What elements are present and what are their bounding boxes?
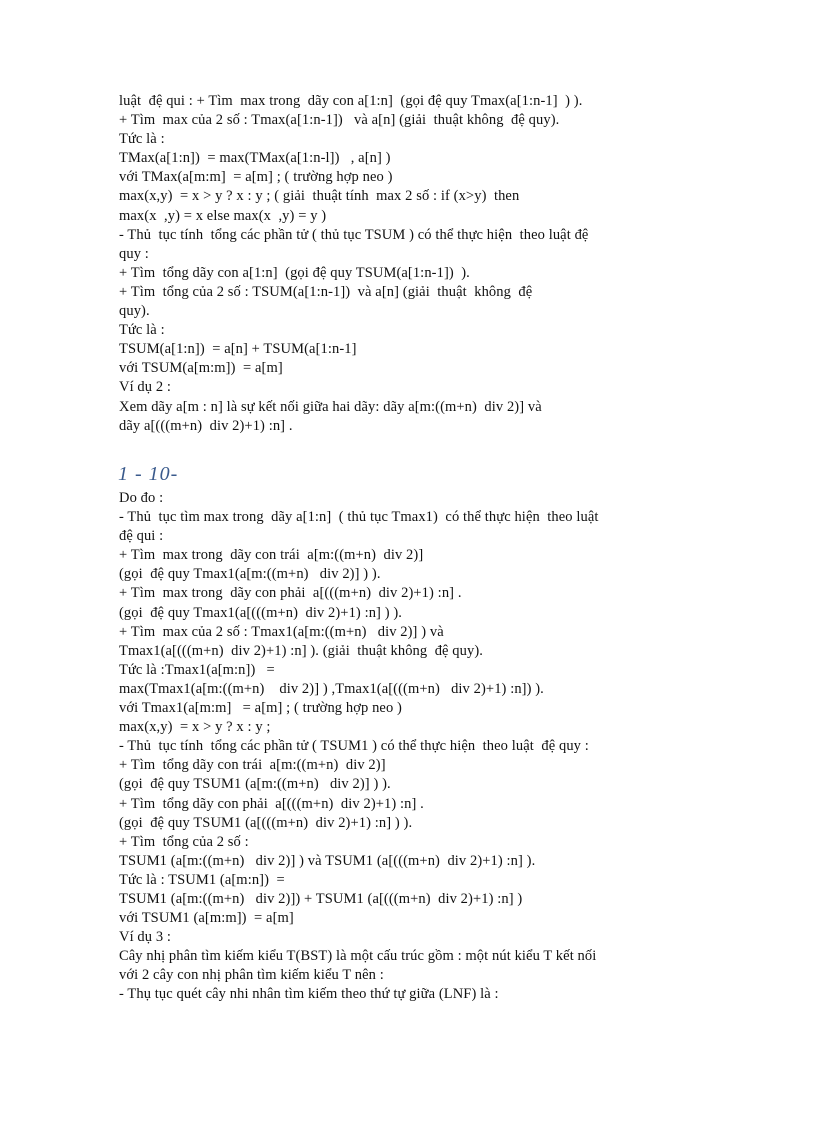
text-line: + Tìm max trong dãy con phải a[(((m+n) div 2)+1) :n] . bbox=[119, 585, 462, 602]
text-line: Xem dãy a[m : n] là sự kết nối giữa hai dãy: dãy a[m:((m+n) div 2)] và bbox=[119, 398, 542, 415]
text-line: Ví dụ 2 : bbox=[119, 379, 172, 396]
text-line: Do đo : bbox=[119, 490, 164, 506]
text-line: (gọi đệ quy Tmax1(a[(((m+n) div 2)+1) :n] ) ). bbox=[119, 604, 403, 621]
top-text-block bbox=[119, 92, 679, 436]
bottom-text-block bbox=[119, 489, 679, 1005]
text-line: + Tìm tổng của 2 số : TSUM(a[1:n-1]) và a[n] (giải thuật không đệ bbox=[119, 283, 533, 300]
text-line: dãy a[(((m+n) div 2)+1) :n] . bbox=[119, 417, 293, 434]
text-line: + Tìm tổng của 2 số : bbox=[119, 833, 249, 850]
text-line: max(Tmax1(a[m:((m+n) div 2)] ) ,Tmax1(a[(((m+n) div 2)+1) :n]) ). bbox=[119, 680, 544, 697]
text-line: Ví dụ 3 : bbox=[119, 929, 172, 946]
text-line: - Thủ tục tính tổng các phần tử ( thủ tục TSUM ) có thể thực hiện theo luật đệ bbox=[119, 226, 589, 243]
text-line: Tức là : TSUM1 (a[m:n]) = bbox=[119, 871, 285, 888]
text-line: quy : bbox=[119, 245, 149, 262]
text-line: luật đệ qui : + Tìm max trong dãy con a[1:n] (gọi đệ quy Tmax(a[1:n-1] ) ). bbox=[119, 93, 583, 109]
text-line: + Tìm tổng dãy con phải a[(((m+n) div 2)+1) :n] . bbox=[119, 795, 424, 812]
text-line: (gọi đệ quy TSUM1 (a[(((m+n) div 2)+1) :n] ) ). bbox=[119, 814, 413, 831]
text-line: TSUM(a[1:n]) = a[n] + TSUM(a[1:n-1] bbox=[119, 341, 357, 358]
page-number: 1 - 10- bbox=[118, 463, 179, 485]
text-line: - Thủ tục tính tổng các phần tử ( TSUM1 ) có thể thực hiện theo luật đệ quy : bbox=[119, 738, 589, 755]
text-line: + Tìm tổng dãy con trái a[m:((m+n) div 2)] bbox=[119, 757, 386, 774]
text-line: TSUM1 (a[m:((m+n) div 2)] ) và TSUM1 (a[(((m+n) div 2)+1) :n] ). bbox=[119, 852, 536, 869]
text-line: với 2 cây con nhị phân tìm kiếm kiểu T nên : bbox=[119, 967, 384, 984]
text-line: + Tìm max trong dãy con trái a[m:((m+n) div 2)] bbox=[119, 547, 424, 564]
text-line: + Tìm max của 2 số : Tmax(a[1:n-1]) và a[n] (giải thuật không đệ quy). bbox=[119, 112, 560, 129]
text-line: với Tmax1(a[m:m] = a[m] ; ( trường hợp neo ) bbox=[119, 700, 402, 717]
text-line: với TSUM(a[m:m]) = a[m] bbox=[119, 360, 283, 377]
text-line: - Thụ tục quét cây nhi nhân tìm kiếm theo thứ tự giữa (LNF) là : bbox=[119, 986, 499, 1003]
text-line: max(x ,y) = x else max(x ,y) = y ) bbox=[119, 207, 327, 224]
text-line: (gọi đệ quy Tmax1(a[m:((m+n) div 2)] ) ). bbox=[119, 566, 381, 583]
text-line: - Thủ tục tìm max trong dãy a[1:n] ( thủ tục Tmax1) có thể thực hiện theo luật bbox=[119, 509, 599, 526]
text-line: Tmax1(a[(((m+n) div 2)+1) :n] ). (giải thuật không đệ quy). bbox=[119, 642, 484, 659]
text-line: Tức là :Tmax1(a[m:n]) = bbox=[119, 661, 275, 678]
text-line: Tức là : bbox=[119, 322, 165, 339]
text-line: max(x,y) = x > y ? x : y ; bbox=[119, 719, 271, 736]
text-line: + Tìm max của 2 số : Tmax1(a[m:((m+n) div 2)] ) và bbox=[119, 623, 444, 640]
text-line: Cây nhị phân tìm kiếm kiểu T(BST) là một cấu trúc gồm : một nút kiểu T kết nối bbox=[119, 948, 597, 965]
text-line: TMax(a[1:n]) = max(TMax(a[1:n-l]) , a[n] ) bbox=[119, 150, 391, 167]
text-line: TSUM1 (a[m:((m+n) div 2)]) + TSUM1 (a[(((m+n) div 2)+1) :n] ) bbox=[119, 890, 523, 907]
text-line: + Tìm tổng dãy con a[1:n] (gọi đệ quy TSUM(a[1:n-1]) ). bbox=[119, 264, 470, 281]
text-line: max(x,y) = x > y ? x : y ; ( giải thuật tính max 2 số : if (x>y) then bbox=[119, 188, 520, 205]
text-line: đệ qui : bbox=[119, 528, 164, 545]
text-line: với TSUM1 (a[m:m]) = a[m] bbox=[119, 910, 294, 927]
text-line: với TMax(a[m:m] = a[m] ; ( trường hợp neo ) bbox=[119, 169, 393, 186]
text-line: (gọi đệ quy TSUM1 (a[m:((m+n) div 2)] ) ). bbox=[119, 776, 391, 793]
text-line: Tức là : bbox=[119, 131, 165, 148]
text-line: quy). bbox=[119, 303, 150, 320]
